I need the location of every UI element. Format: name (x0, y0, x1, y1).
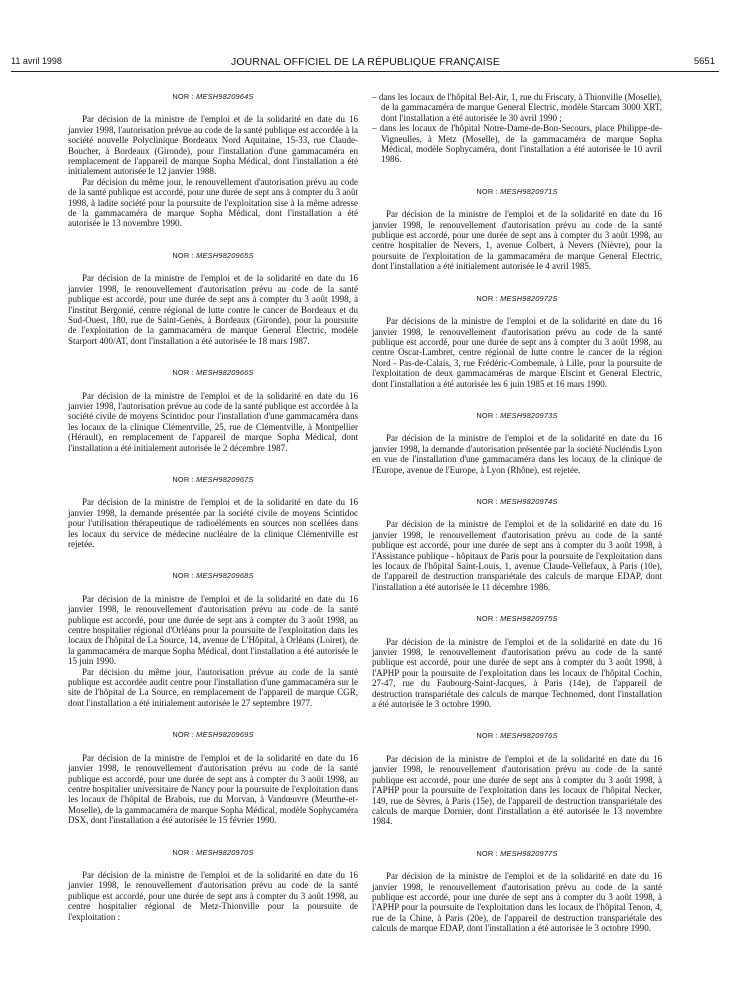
nor-reference (68, 251, 358, 261)
decision-paragraph: Par décision de la ministre de l'emploi et de la solidarité en date du 16 janvier 1998, le renouvellement d'autorisation prévu au code de la santé publique est accordé, pour une durée de sept ans à compter du 3 août 1998, à l'APHP pour la poursuite de l'exploitation dans les locaux de l'hôpital Tenon, 4, rue de la Chine, à Paris (20e), de l'appareil de destruction transpariétale des calculs de marque EDAP, dont l'installation a été autorisée le 3 octobre 1990. (372, 871, 662, 934)
decision-block (68, 251, 358, 346)
nor-label: NOR : (476, 731, 498, 741)
decision-block (372, 614, 662, 709)
decision-paragraph: Par décisions de la ministre de l'emploi et de la solidarité en date du 16 janvier 1998, le renouvellement d'autorisation prévu au code de la santé publique est accordé, pour une durée de sept ans à compter du 3 août 1998, au centre Oscar-Lambret, centre régional de lutte contre le cancer de la région Nord - Pas-de-Calais, 3, rue Frédéric-Combemale, à Lille, pour la poursuite de l'exploitation de deux gammacaméras de marque Elscint et General Electric, dont l'installation a été autorisée les 6 juin 1985 et 16 mars 1990. (372, 316, 662, 389)
left-column (68, 92, 358, 944)
decision-block (372, 497, 662, 592)
decision-paragraph: Par décision de la ministre de l'emploi et de la solidarité en date du 16 janvier 1998, l'autorisation prévue au code de la santé publique est accordée à la société nouvelle Polyclinique Bordeaux Nord Aquitaine, 15-33, rue Claude-Boucher, à Bordeaux (Gironde), pour l'installation d'une gammacaméra en remplacement de l'appareil de marque Sopha Médical, dont l'installation a été initialement autorisée le 12 janvier 1988. (68, 114, 359, 177)
nor-reference (372, 294, 662, 304)
nor-label: NOR : (476, 293, 498, 303)
header-date: 11 avril 1998 (11, 56, 62, 66)
page-header (0, 0, 731, 68)
decision-block (372, 411, 662, 475)
decision-paragraph: Par décision de la ministre de l'emploi et de la solidarité en date du 16 janvier 1998, le renouvellement d'autorisation prévu au code de la santé publique est accordé, pour une durée de sept ans à compter du 3 août 1998, à l'institut Bergonié, centre régional de lutte contre le cancer de Bordeaux et du Sud-Ouest, 180, rue de Saint-Genès, à Bordeaux (Gironde), pour la poursuite de l'exploitation de la gammacaméra de marque General Electric, modèle Starport 400/AT, dont l'installation a été autorisée le 18 mars 1987. (68, 273, 358, 346)
bullet-item: – dans les locaux de l'hôpital Bel-Air, 1, rue du Friscaty, à Thionville (Moselle), de la gammacaméra de marque General Electric, modèle Starcam 3000 XRT, dont l'installation a été autorisée le 30 avril 1990 ; (372, 92, 662, 123)
nor-label: NOR : (476, 410, 498, 420)
nor-reference (372, 411, 662, 421)
decision-paragraph: Par décision de la ministre de l'emploi et de la solidarité en date du 16 janvier 1998, le renouvellement d'autorisation prévu au code de la santé publique est accordé, pour une durée de sept ans à compter du 3 août 1998, à l'APHP pour la poursuite de l'exploitation dans les locaux de l'hôpital Necker, 149, rue de Sèvres, à Paris (15e), de l'appareil de destruction transpariétale des calculs de marque Dornier, dont l'installation a été autorisée le 13 novembre 1984. (372, 753, 662, 827)
nor-label: NOR : (172, 730, 194, 740)
decision-paragraph: Par décision de la ministre de l'emploi et de la solidarité en date du 16 janvier 1998, le renouvellement d'autorisation prévu au code de la santé publique est accordé, pour une durée de sept ans à compter du 3 août 1998, au centre hospitalier régional de Metz-Thionville pour la poursuite de l'exploitation : (68, 869, 358, 922)
decision-paragraph: Par décision de la ministre de l'emploi et de la solidarité en date du 16 janvier 1998, le renouvellement d'autorisation prévu au code de la santé publique est accordé, pour une durée de sept ans à compter du 3 août 1998, au centre hospitalier de Nevers, 1, avenue Colbert, à Nevers (Nièvre), pour la poursuite de l'exploitation de la gammacaméra de marque General Electric, dont l'installation a été initialement autorisée le 4 avril 1985. (372, 209, 662, 272)
nor-reference (68, 730, 358, 740)
decision-paragraph: Par décision de la ministre de l'emploi et de la solidarité en date du 16 janvier 1998, le renouvellement d'autorisation prévu au code de la santé publique est accordé, pour une durée de sept ans à compter du 3 août 1998, au centre hospitalier régional d'Orléans pour la poursuite de l'exploitation dans les locaux de l'hôpital de La Source, 14, avenue de L'Hôpital, à Orléans (Loiret), de la gammacaméra de marque Sopha Médical, dont l'installation a été autorisée le 15 juin 1990. (68, 593, 358, 667)
nor-code: MESH9820969S (196, 730, 254, 740)
nor-code: MESH9820964S (196, 92, 254, 101)
nor-code: MESH9820972S (500, 293, 558, 303)
nor-label: NOR : (172, 847, 194, 857)
right-column (372, 92, 662, 956)
nor-code: MESH9820973S (500, 410, 558, 420)
decision-paragraph: Par décision de la ministre de l'emploi et de la solidarité en date du 16 janvier 1998, le renouvellement d'autorisation prévu au code de la santé publique est accordé, pour une durée de sept ans à compter du 3 août 1998, au centre hospitalier universitaire de Nancy pour la poursuite de l'exploitation dans les locaux de l'hôpital de Brabois, rue du Morvan, à Vandœuvre (Meurthe-et-Moselle), de la gammacaméra de marque Sopha Médical, modèle Sophycaméra DSX, dont l'installation a été autorisée le 15 février 1990. (68, 752, 358, 826)
decision-block (68, 848, 358, 922)
decision-paragraph: Par décision du même jour, l'autorisation prévue au code de la santé publique est accordée audit centre pour l'installation d'une gammacaméra sur le site de l'hôpital de La Source, en remplacement de l'appareil de marque CGR, dont l'installation a été initialement autorisée le 27 septembre 1977. (68, 666, 358, 708)
decision-block (68, 730, 358, 825)
decision-block (68, 368, 358, 453)
bullet-list (372, 92, 662, 165)
header-page-number: 5651 (693, 56, 715, 67)
decision-block (68, 571, 358, 708)
nor-code: MESH9820975S (500, 614, 558, 624)
nor-label: NOR : (172, 368, 194, 378)
nor-label: NOR : (172, 474, 194, 484)
nor-label: NOR : (476, 848, 498, 858)
decision-block (68, 92, 358, 229)
nor-reference (68, 368, 358, 378)
nor-reference (68, 475, 358, 485)
decision-block (68, 475, 358, 549)
nor-code: MESH9820970S (196, 847, 254, 857)
bullet-item: – dans les locaux de l'hôpital Notre-Dame-de-Bon-Secours, place Philippe-de-Vigneulles, à Metz (Moselle), de la gammacaméra de marque Sopha Médical, modèle Sophycaméra, dont l'installation a été autorisée le 10 avril 1986. (372, 123, 662, 165)
nor-label: NOR : (172, 571, 194, 581)
decision-block (372, 294, 662, 389)
nor-reference (68, 848, 358, 858)
decision-paragraph: Par décision du même jour, le renouvellement d'autorisation prévu au code de la santé publique est accordé, pour une durée de sept ans à compter du 3 août 1998, à ladite société pour la poursuite de l'exploitation sise à la même adresse de la gammacaméra de marque Sopha Médical, dont l'installation a été autorisée le 13 novembre 1990. (68, 176, 358, 229)
nor-code: MESH9820974S (500, 496, 558, 506)
nor-label: NOR : (172, 250, 194, 260)
nor-reference (372, 614, 662, 624)
nor-code: MESH9820968S (196, 571, 254, 581)
nor-label: NOR : (476, 614, 498, 624)
nor-reference (372, 849, 662, 859)
nor-code: MESH9820977S (500, 848, 558, 858)
nor-reference (372, 187, 662, 197)
nor-code: MESH9820967S (196, 474, 254, 484)
nor-code: MESH9820965S (196, 250, 254, 260)
nor-label: NOR : (476, 186, 498, 196)
decision-block (372, 849, 662, 934)
decision-paragraph: Par décision de la ministre de l'emploi et de la solidarité en date du 16 janvier 1998, la demande présentée par la société civile de moyens Scintidoc pour l'utilisation thérapeutique de radioéléments en sources non scellées dans les locaux du service de médecine nucléaire de la clinique Clémentville est rejetée. (68, 497, 358, 549)
nor-code: MESH9820976S (500, 731, 558, 741)
decision-block (372, 187, 662, 272)
nor-label: NOR : (172, 92, 194, 101)
nor-label: NOR : (476, 496, 498, 506)
nor-reference (68, 92, 358, 102)
nor-code: MESH9820971S (500, 186, 558, 196)
decision-paragraph: Par décision de la ministre de l'emploi et de la solidarité en date du 16 janvier 1998, le renouvellement d'autorisation prévu au code de la santé publique est accordé, pour une durée de sept ans à compter du 3 août 1998, à l'Assistance publique - hôpitaux de Paris pour la poursuite de l'exploitation dans les locaux de l'hôpital Saint-Louis, 1, avenue Claude-Vellefaux, à Paris (10e), de l'appareil de destruction transpariétale des calculs de marque EDAP, dont l'installation a été autorisée le 11 décembre 1986. (372, 519, 662, 592)
nor-code: MESH9820966S (196, 368, 254, 378)
nor-reference (68, 571, 358, 581)
nor-reference (372, 731, 662, 741)
decision-block (372, 731, 662, 826)
decision-paragraph: Par décision de la ministre de l'emploi et de la solidarité en date du 16 janvier 1998, la demande d'autorisation présentée par la société Nucléndis Lyon en vue de l'installation d'une gammacaméra dans les locaux de la clinique de l'Europe, avenue de l'Europe, à Lyon (Rhône), est rejetée. (372, 433, 662, 475)
header-title: JOURNAL OFFICIEL DE LA RÉPUBLIQUE FRANÇAISE (231, 56, 500, 68)
decision-paragraph: Par décision de la ministre de l'emploi et de la solidarité en date du 16 janvier 1998, l'autorisation prévue au code de la santé publique est accordée à la société civile de moyens Scintidoc pour l'installation d'une gammacaméra dans les locaux de la clinique Clémentville, 25, rue de Clémentville, à Montpellier (Hérault), en remplacement de l'appareil de marque Sopha Médical, dont l'installation a été initialement autorisée le 2 décembre 1987. (68, 390, 359, 453)
header-rule (11, 71, 719, 72)
nor-reference (372, 497, 662, 507)
decision-paragraph: Par décision de la ministre de l'emploi et de la solidarité en date du 16 janvier 1998, le renouvellement d'autorisation prévu au code de la santé publique est accordé, pour une durée de sept ans à compter du 3 août 1998, à l'APHP pour la poursuite de l'exploitation dans les locaux de l'hôpital Cochin, 27-47, rue du Faubourg-Saint-Jacques, à Paris (14e), de l'appareil de destruction transpariétale des calculs de marque Technomed, dont l'installation a été autorisée le 3 octobre 1990. (372, 636, 662, 710)
